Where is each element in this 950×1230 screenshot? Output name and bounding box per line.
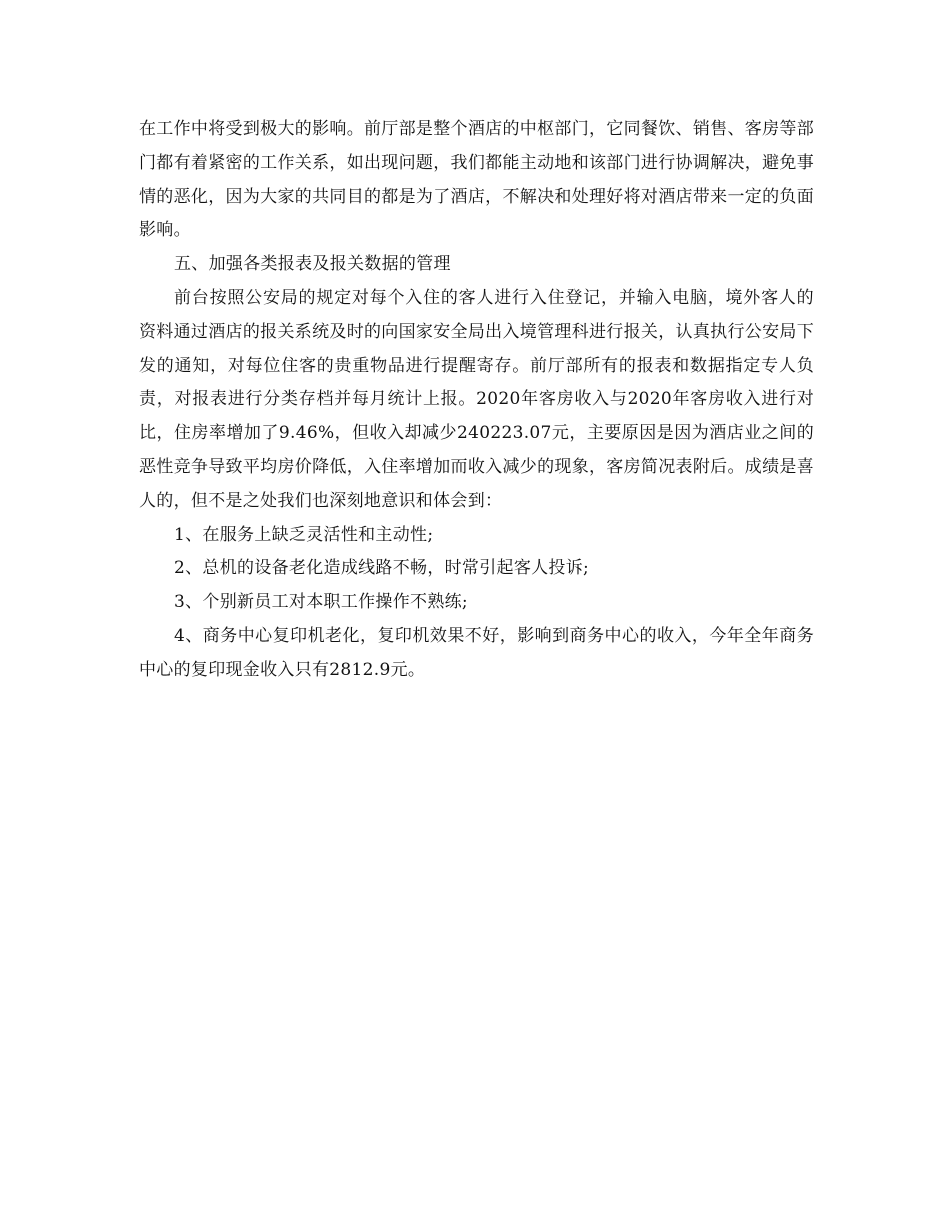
list-item: 4、商务中心复印机老化，复印机效果不好，影响到商务中心的收入，今年全年商务中心的复印现金收入只有2812.9元。 [139, 625, 814, 680]
list-item: 3、个别新员工对本职工作操作不熟练; [174, 592, 468, 613]
list-item: 1、在服务上缺乏灵活性和主动性; [174, 524, 434, 545]
section-heading: 五、加强各类报表及报关数据的管理 [174, 254, 451, 275]
paragraph-front-desk-reports: 前台按照公安局的规定对每个入住的客人进行入住登记，并输入电脑，境外客人的资料通过酒店的报关系统及时的向国家安全局出入境管理科进行报关，认真执行公安局下发的通知，对每位住客的贵重物品进行提醒寄存。前厅部所有的报表和数据指定专人负责，对报表进行分类存档并每月统计上报。2020年客房收入与2020年客房收入进行对比，住房率增加了9.46%，但收入却减少240223.07元，主要原因是因为酒店业之间的恶性竞争导致平均房价降低，入住率增加而收入减少的现象，客房简况表附后。成绩是喜人的，但不是之处我们也深刻地意识和体会到： [139, 287, 814, 511]
list-item: 2、总机的设备老化造成线路不畅，时常引起客人投诉; [174, 558, 590, 579]
paragraph-continuation: 在工作中将受到极大的影响。前厅部是整个酒店的中枢部门，它同餐饮、销售、客房等部门都有着紧密的工作关系，如出现问题，我们都能主动地和该部门进行协调解决，避免事情的恶化，因为大家的共同目的都是为了酒店，不解决和处理好将对酒店带来一定的负面影响。 [139, 119, 814, 241]
document-body [139, 113, 814, 688]
